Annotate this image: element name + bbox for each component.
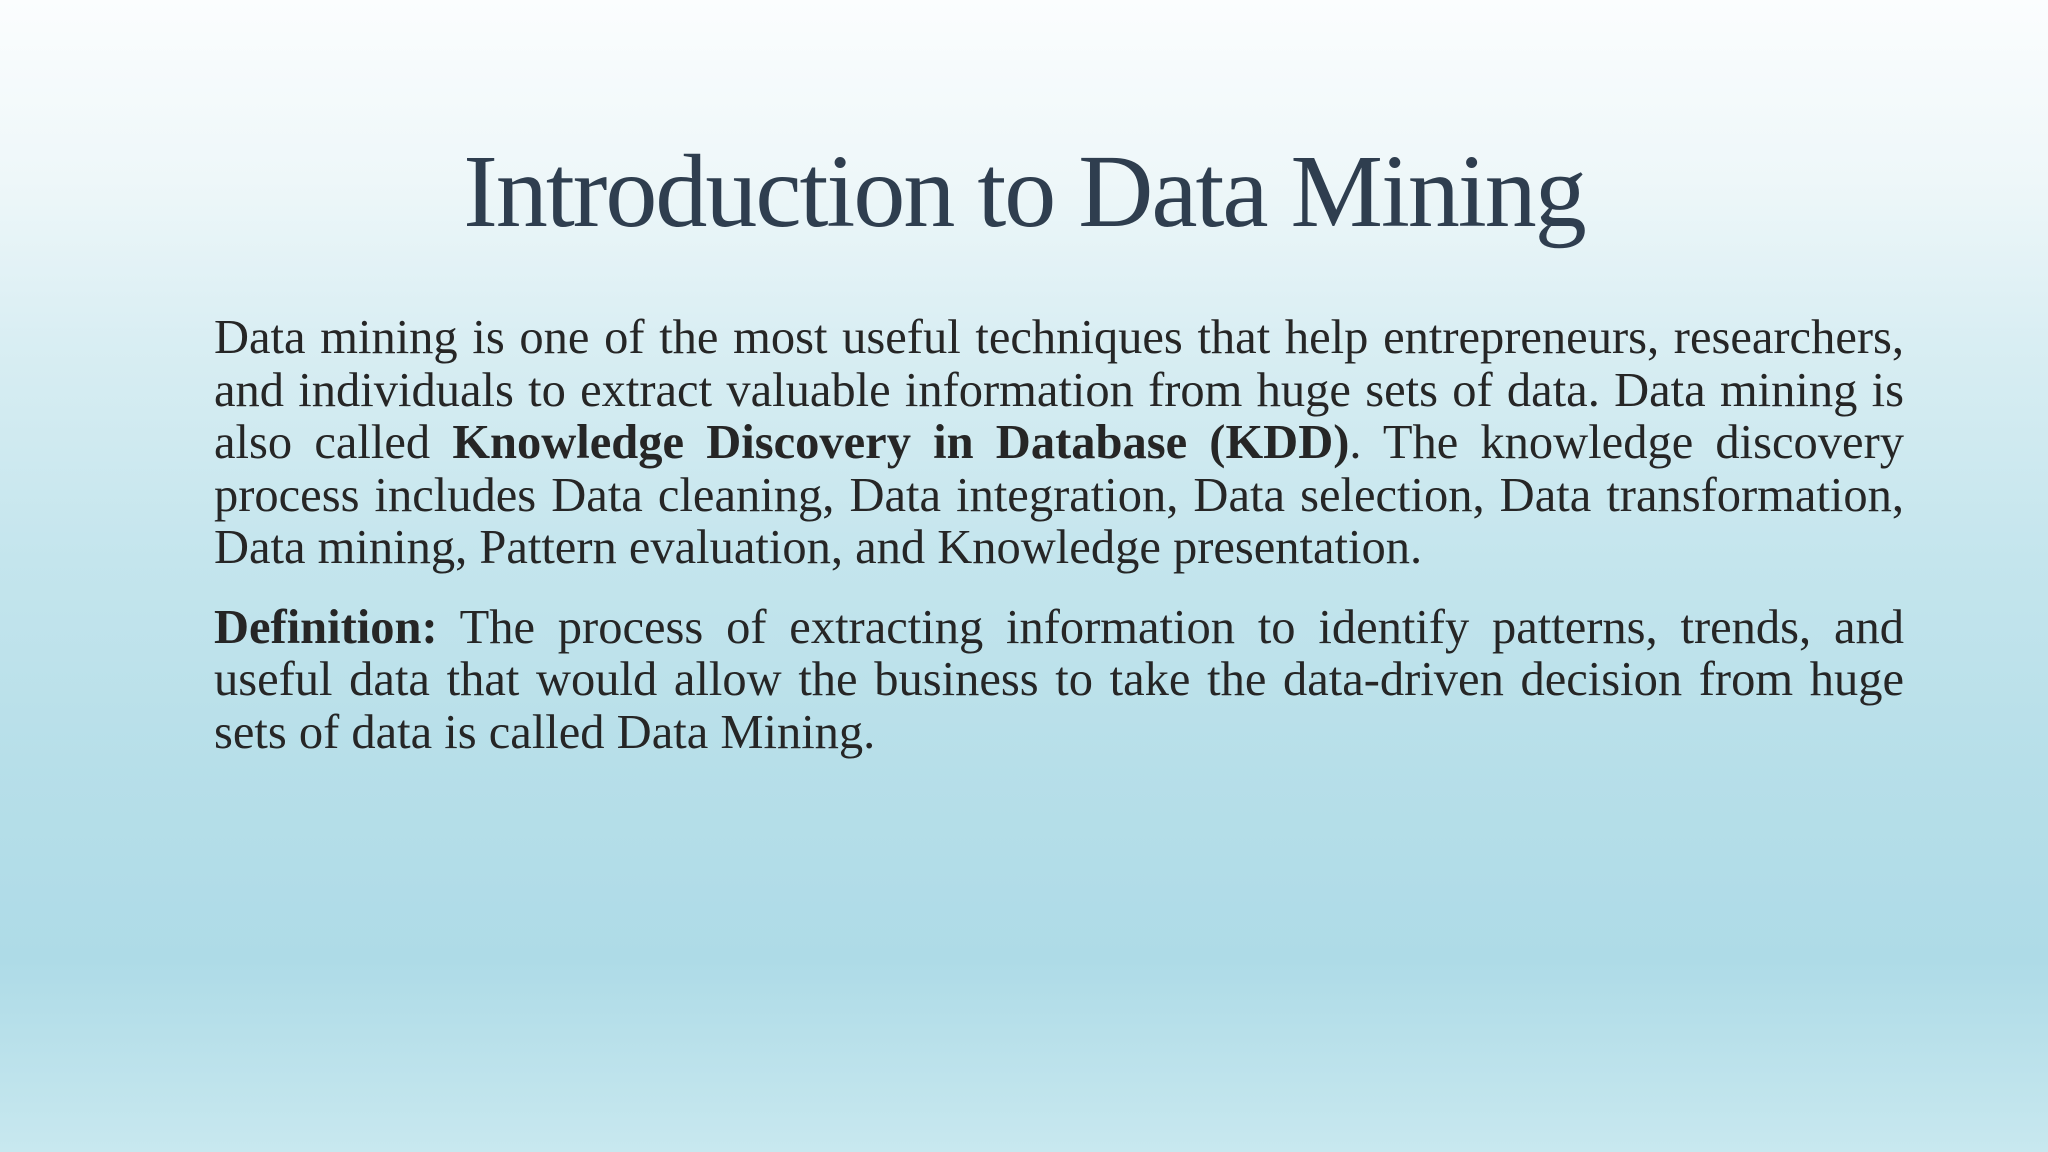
slide-title: Introduction to Data Mining <box>463 134 1585 249</box>
intro-paragraph <box>214 312 1904 575</box>
definition-text: The process of extracting information to identify patterns, trends, and useful data that would allow the business to take the data-driven decision from huge sets of data is called Data Mining. <box>214 600 1904 759</box>
intro-text-start: Data mining is one of the most useful techniques that help entrepreneurs, researchers, and individuals to extract valuable information from huge sets of data. Data mining is also called <box>214 311 1904 469</box>
definition-paragraph <box>214 602 1904 760</box>
kdd-term: Knowledge Discovery in Database (KDD) <box>452 416 1350 469</box>
slide-body <box>214 312 1904 786</box>
intro-text-end: . The knowledge discovery process includes Data cleaning, Data integration, Data selection, Data transformation, Data mining, Pattern evaluation, and Knowledge presentation. <box>214 416 1904 574</box>
definition-label: Definition: <box>214 600 438 654</box>
